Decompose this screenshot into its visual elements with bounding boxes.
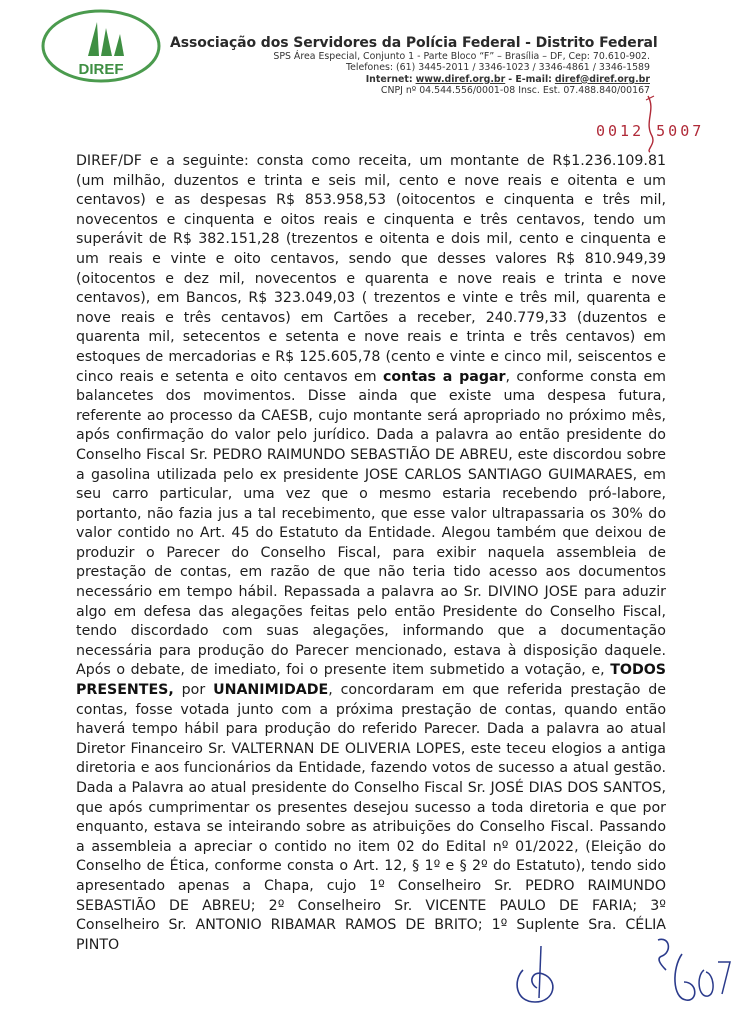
minutes-body (76, 152, 666, 955)
page-stamp-number: 0012 5007 (596, 122, 705, 140)
email-link[interactable]: diref@diref.org.br (554, 73, 650, 85)
signature-right-page-number (668, 940, 734, 1014)
bold-phrase: contas a pagar (382, 368, 506, 385)
minutes-paragraph: DIREF/DF e a seguinte: consta como receita, um montante de R$1.236.109.81 (um milhão, duzentos e trinta e seis mil, cento e nove reais e oitenta e um centavos) e as despesas R$ 853.958,53 (oitocentos e cinquenta e três mil, novecentos e cinquenta e oitos reais e cinquenta e três centavos, tendo um superávit de R$ 382.151,28 (trezentos e oitenta e dois mil, cento e cinquenta e um reais e vinte e oito centavos, sendo que desses valores R$ 810.949,39 (oitocentos e dez mil, novecentos e quarenta e nove reais e trinta e nove centavos), em Bancos, R$ 323.049,03 ( trezentos e vinte e três mil, quarenta e nove reais e três centavos) em Cartões a receber, 240.779,33 (duzentos e quarenta mil, setecentos e setenta e nove reais e trinta e três centavos) em estoques de mercadorias e R$ 125.605,78 (cento e vinte e cinco mil, seiscentos e cinco reais e setenta e oito centavos em contas a pagar, conforme consta em balancetes dos movimentos. Disse ainda que existe uma despesa futura, referente ao processo da CAESB, cujo montante será apropriado no próximo mês, após confirmação do valor pelo jurídico. Dada a palavra ao então presidente do Conselho Fiscal Sr. PEDRO RAIMUNDO SEBASTIÃO DE ABREU, este discordou sobre a gasolina utilizada pelo ex presidente JOSE CARLOS SANTIAGO GUIMARAES, em seu carro particular, uma vez que o mesmo estaria recebendo pró-labore, portanto, não fazia jus a tal recebimento, que esse valor ultrapassaria os 30% do valor contido no Art. 45 do Estatuto da Entidade. Alegou também que deixou de produzir o Parecer do Conselho Fiscal, para exibir naquela assembleia de prestação de contas, em razão de que não teria tido acesso aos documentos necessário em tempo hábil. Repassada a palavra ao Sr. DIVINO JOSE para aduzir algo em defesa das alegações feitas pelo então Presidente do Conselho Fiscal, tendo discordado com suas alegações, informando que a documentação necessária para produção do Parecer mencionado, estava à disposição daquele. Após o debate, de imediato, foi o presente item submetido a votação, e, TODOS PRESENTES, por UNANIMIDADE, concordaram em que referida prestação de contas, fosse votada junto com a próxima prestação de contas, quando então haverá tempo hábil para produção do referido Parecer. Dada a palavra ao atual Diretor Financeiro Sr. VALTERNAN DE OLIVERIA LOPES, este teceu elogios a antiga diretoria e aos funcionários da Entidade, fazendo votos de sucesso a atual gestão. Dada a Palavra ao atual presidente do Conselho Fiscal Sr. JOSÉ DIAS DOS SANTOS, que após cumprimentar os presentes desejou sucesso a toda diretoria e que por enquanto, estava se inteirando sobre as atribuições do Conselho Fiscal. Passando a assembleia a apreciar o contido no item 02 do Edital nº 01/2022, (Eleição do Conselho de Ética, conforme consta o Art. 12, § 1º e § 2º do Estatuto), tendo sido apresentado apenas a Chapa, cujo 1º Conselheiro Sr. PEDRO RAIMUNDO SEBASTIÃO DE ABREU; 2º Conselheiro Sr. VICENTE PAULO DE FARIA; 3º Conselheiro Sr. ANTONIO RIBAMAR RAMOS DE BRITO; 1º Suplente Sra. CÉLIA PINTO (76, 153, 667, 953)
organization-cnpj: CNPJ nº 04.544.556/0001-08 Insc. Est. 07.488.840/00167 (380, 85, 650, 97)
handwritten-initial-mark (640, 92, 664, 154)
letterhead (170, 35, 658, 97)
logo-text: DIREF (78, 61, 124, 78)
organization-phones: Telefones: (61) 3445-2011 / 3346-1023 / 3346-4861 / 3346-1589 (345, 62, 650, 74)
bold-phrase: TODOS PRESENTES, (76, 662, 666, 699)
signature-left (505, 940, 575, 1012)
internet-label: Internet: (365, 73, 413, 85)
organization-address: SPS Área Especial, Conjunto 1 - Parte Bloco “F” – Brasília – DF, Cep: 70.610-902. (273, 51, 650, 62)
bold-phrase: UNANIMIDADE (213, 682, 329, 699)
organization-name: Associação dos Servidores da Polícia Federal - Distrito Federal (170, 35, 658, 51)
diref-logo (40, 8, 162, 84)
website-link[interactable]: www.diref.org.br (415, 73, 506, 85)
organization-contacts: Internet: www.diref.org.br - E-mail: diref@diref.org.br (365, 73, 650, 85)
email-label: E-mail: (515, 73, 552, 85)
